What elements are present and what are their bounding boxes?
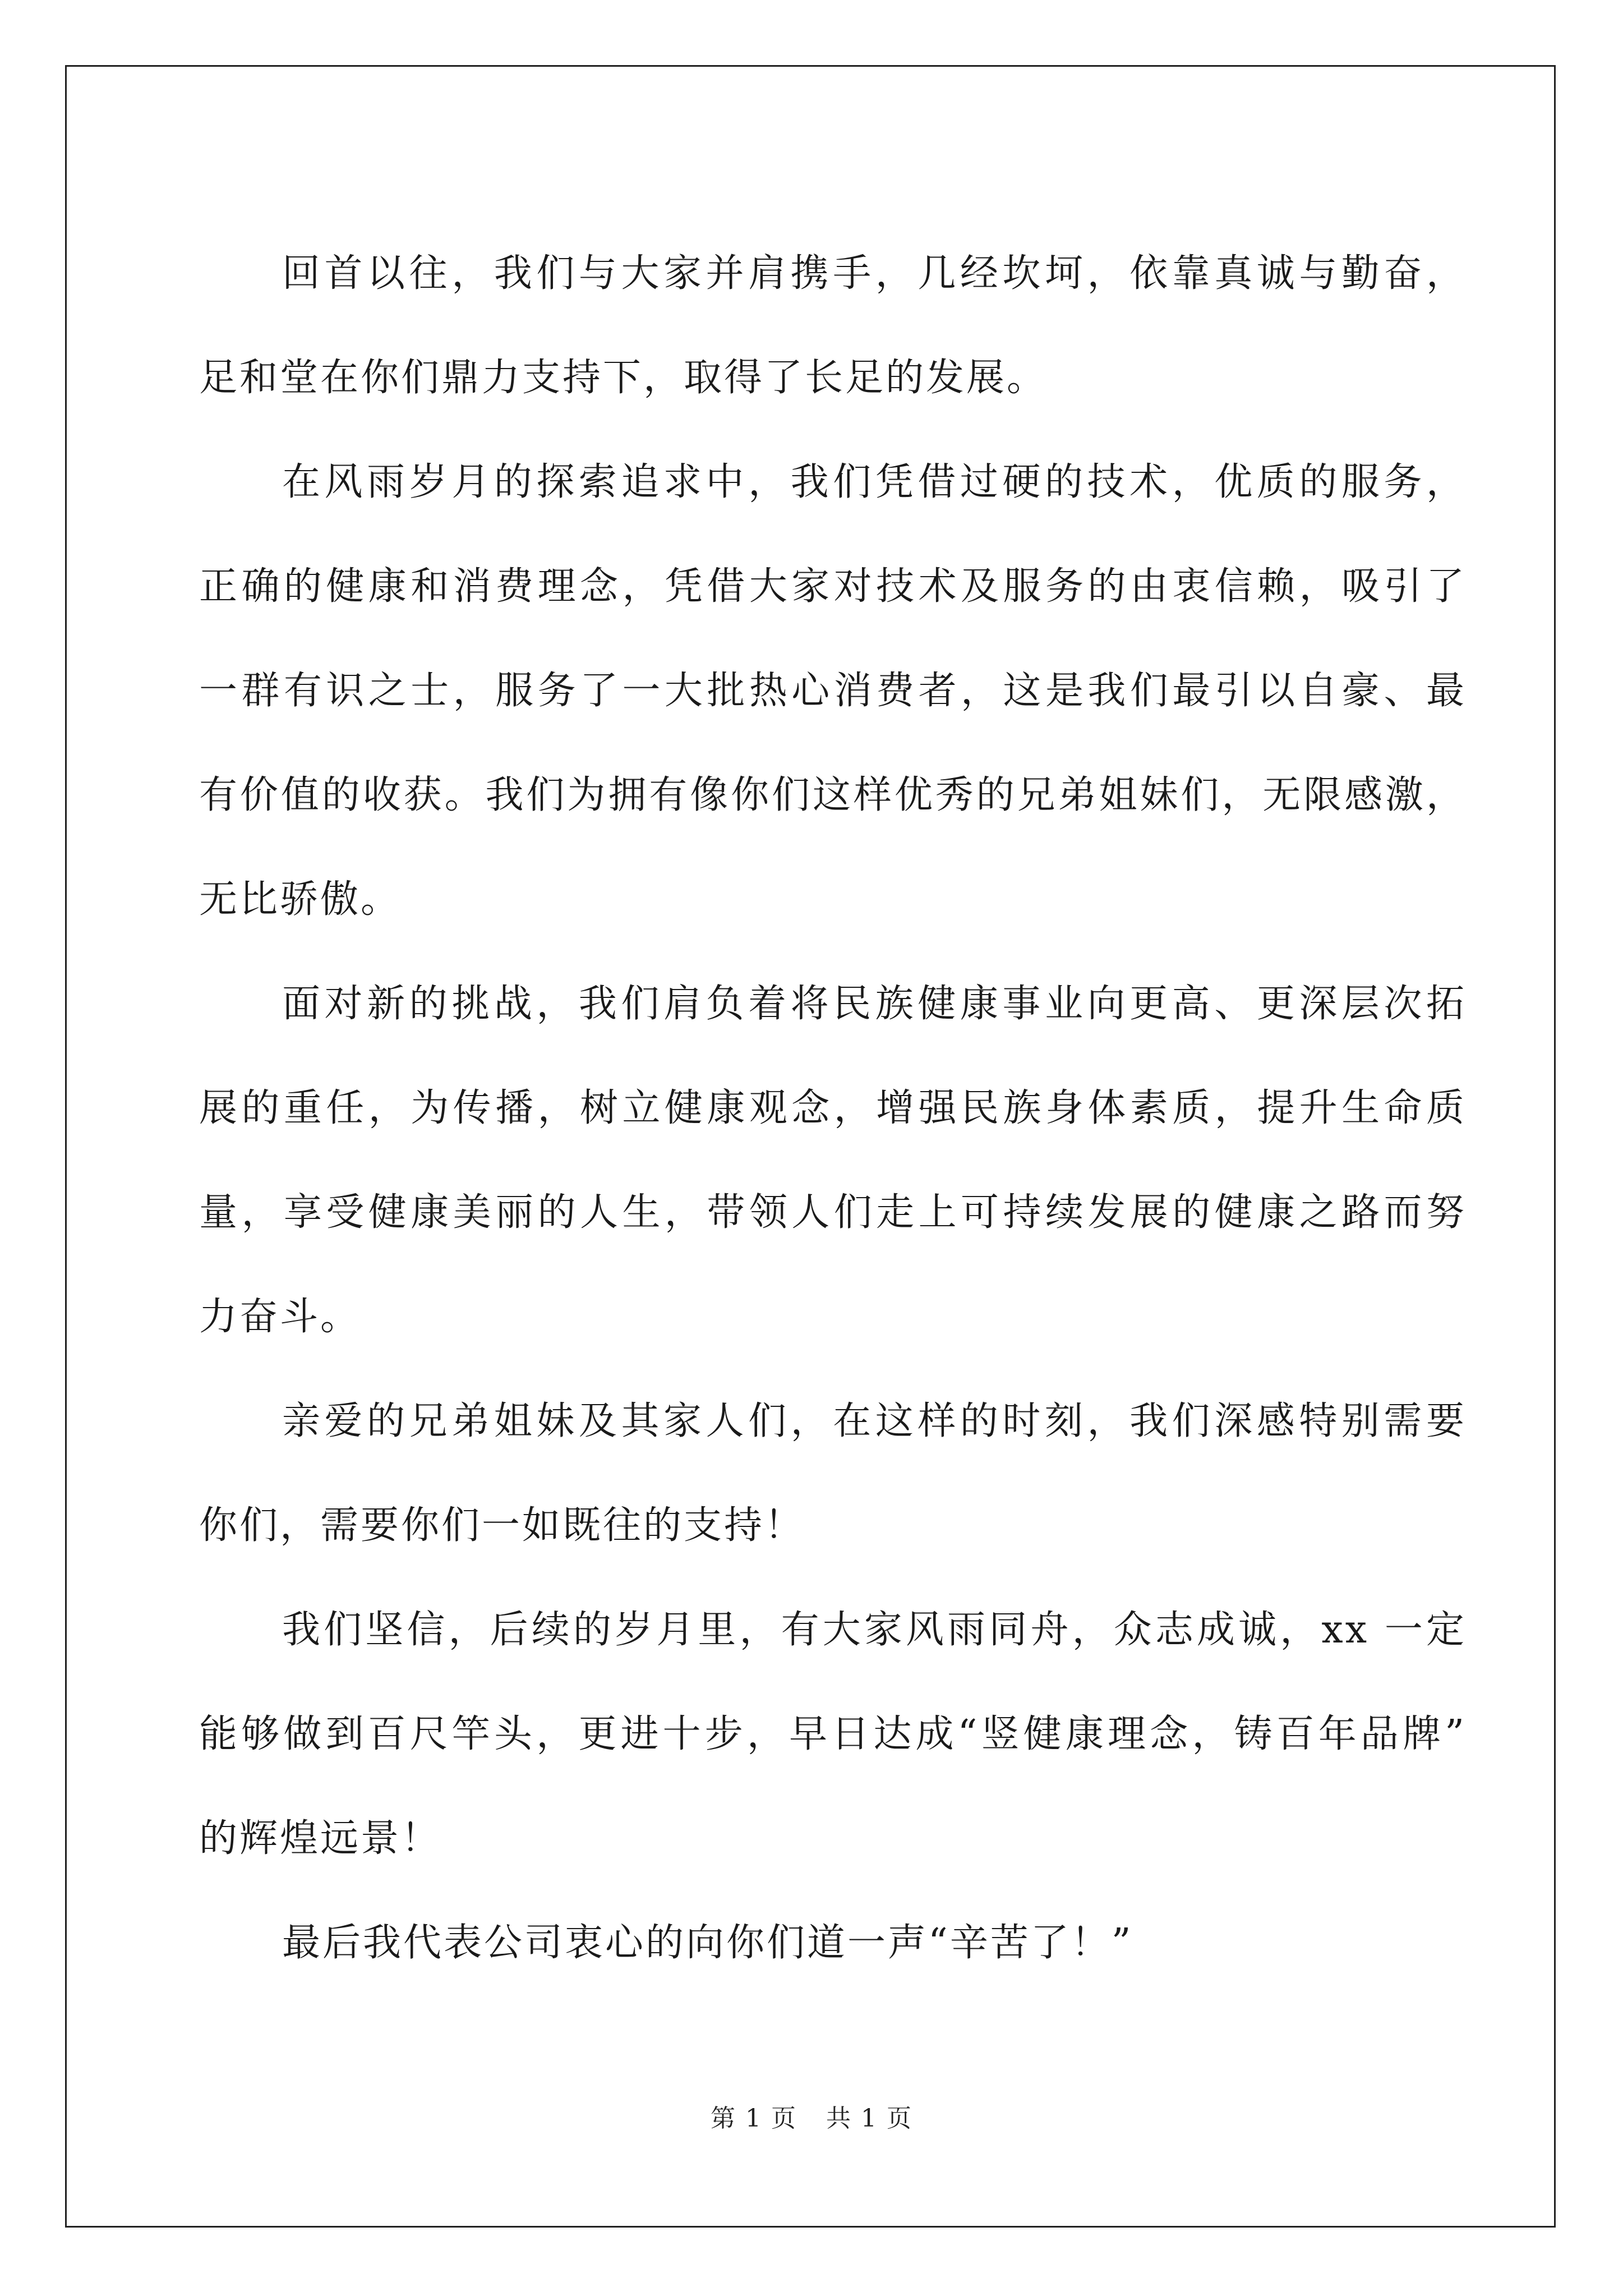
page-number-total: 共 1 页 (826, 2104, 912, 2133)
paragraph-line: 力奋斗。 (199, 1295, 361, 1339)
paragraph-line: 无比骄傲。 (199, 877, 402, 922)
paragraph-line: 一群有识之士，服务了一大批热心消费者，这是我们最引以自豪、最 (199, 669, 1467, 713)
paragraph-4 (199, 1369, 1467, 1578)
paragraph-5 (199, 1578, 1467, 1891)
paragraph-line: 我们坚信，后续的岁月里，有大家风雨同舟，众志成诚，xx 一定 (282, 1608, 1467, 1652)
paragraph-line: 有价值的收获。我们为拥有像你们这样优秀的兄弟姐妹们，无限感激， (199, 773, 1467, 817)
paragraph-6 (199, 1891, 1467, 1995)
page-footer (0, 2098, 1623, 2134)
paragraph-line: 足和堂在你们鼎力支持下，取得了长足的发展。 (199, 356, 1048, 400)
paragraph-2 (199, 430, 1467, 952)
paragraph-3 (199, 952, 1467, 1369)
paragraph-line: 面对新的挑战，我们肩负着将民族健康事业向更高、更深层次拓 (282, 982, 1467, 1026)
paragraph-line: 在风雨岁月的探索追求中，我们凭借过硬的技术，优质的服务， (282, 460, 1467, 504)
paragraph-line: 的辉煌远景！ (199, 1816, 442, 1861)
paragraph-line: 亲爱的兄弟姐妹及其家人们，在这样的时刻，我们深感特别需要 (282, 1399, 1467, 1443)
paragraph-1 (199, 222, 1467, 430)
paragraph-line: 最后我代表公司衷心的向你们道一声“辛苦了！” (282, 1921, 1133, 1965)
paragraph-line: 量，享受健康美丽的人生，带领人们走上可持续发展的健康之路而努 (199, 1190, 1467, 1235)
page-number-current: 第 1 页 (711, 2104, 797, 2133)
paragraph-line: 展的重任，为传播，树立健康观念，增强民族身体素质，提升生命质 (199, 1086, 1467, 1130)
paragraph-line: 回首以往，我们与大家并肩携手，几经坎坷，依靠真诚与勤奋， (282, 251, 1467, 296)
paragraph-line: 你们，需要你们一如既往的支持！ (199, 1503, 805, 1548)
paragraph-line: 能够做到百尺竿头，更进十步，早日达成“竖健康理念，铸百年品牌” (199, 1712, 1467, 1756)
document-body (199, 222, 1467, 1995)
paragraph-line: 正确的健康和消费理念，凭借大家对技术及服务的由衷信赖，吸引了 (199, 564, 1467, 609)
